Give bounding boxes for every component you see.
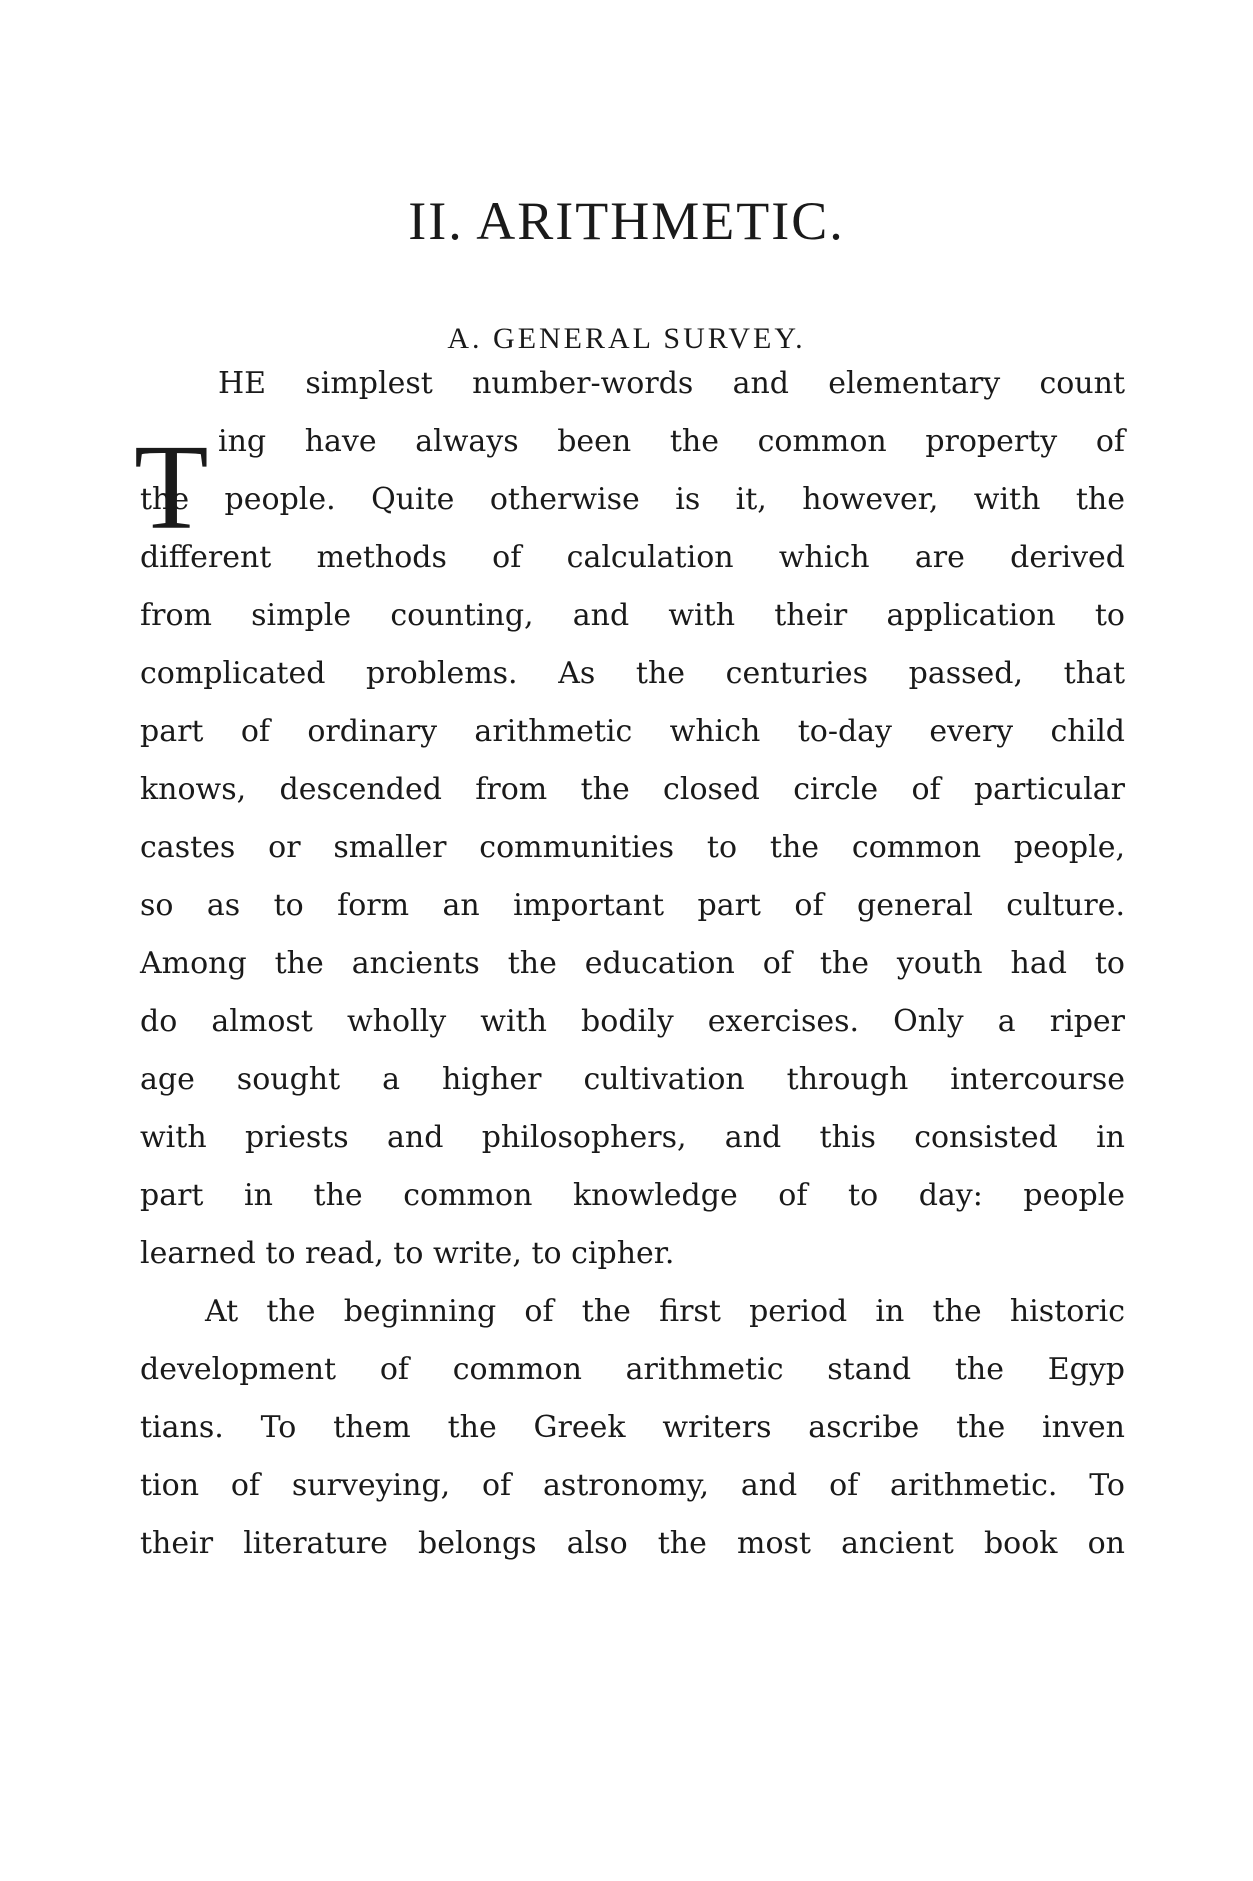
text-line: different methods of calculation which are derived (140, 540, 1125, 575)
text-line: so as to form an important part of general culture. (140, 888, 1125, 923)
text-line: tion of surveying, of astronomy, and of arithmetic. To (140, 1468, 1125, 1503)
section-title: A. GENERAL SURVEY. (447, 322, 806, 355)
text-line: complicated problems. As the centuries passed, that (140, 656, 1125, 691)
text-line: do almost wholly with bodily exercises. Only a riper (140, 1004, 1125, 1039)
paragraph-2 (140, 1283, 1125, 1573)
text-line: part in the common knowledge of to day: people (140, 1178, 1125, 1213)
text-line: development of common arithmetic stand the Egyp (140, 1352, 1125, 1387)
text-line: from simple counting, and with their application to (140, 598, 1125, 633)
text-line: part of ordinary arithmetic which to-day every child (140, 714, 1125, 749)
text-line: knows, descended from the closed circle of particular (140, 772, 1125, 807)
text-line: the people. Quite otherwise is it, however, with the (140, 482, 1125, 517)
text-line: Among the ancients the education of the youth had to (140, 946, 1125, 981)
text-line: age sought a higher cultivation through intercourse (140, 1062, 1125, 1097)
chapter-title: II. ARITHMETIC. (408, 191, 845, 251)
text-line: with priests and philosophers, and this consisted in (140, 1120, 1125, 1155)
text-line: HE simplest number-words and elementary count (218, 366, 1125, 401)
text-line: learned to read, to write, to cipher. (140, 1236, 675, 1271)
drop-cap: T (134, 420, 209, 555)
text-line: castes or smaller communities to the common people, (140, 830, 1125, 865)
text-line: At the beginning of the first period in the historic (205, 1294, 1125, 1329)
text-line: ing have always been the common property of (218, 424, 1125, 459)
paragraph-1 (140, 355, 1125, 1283)
text-line: tians. To them the Greek writers ascribe the inven (140, 1410, 1125, 1445)
text-line: their literature belongs also the most ancient book on (140, 1526, 1125, 1561)
